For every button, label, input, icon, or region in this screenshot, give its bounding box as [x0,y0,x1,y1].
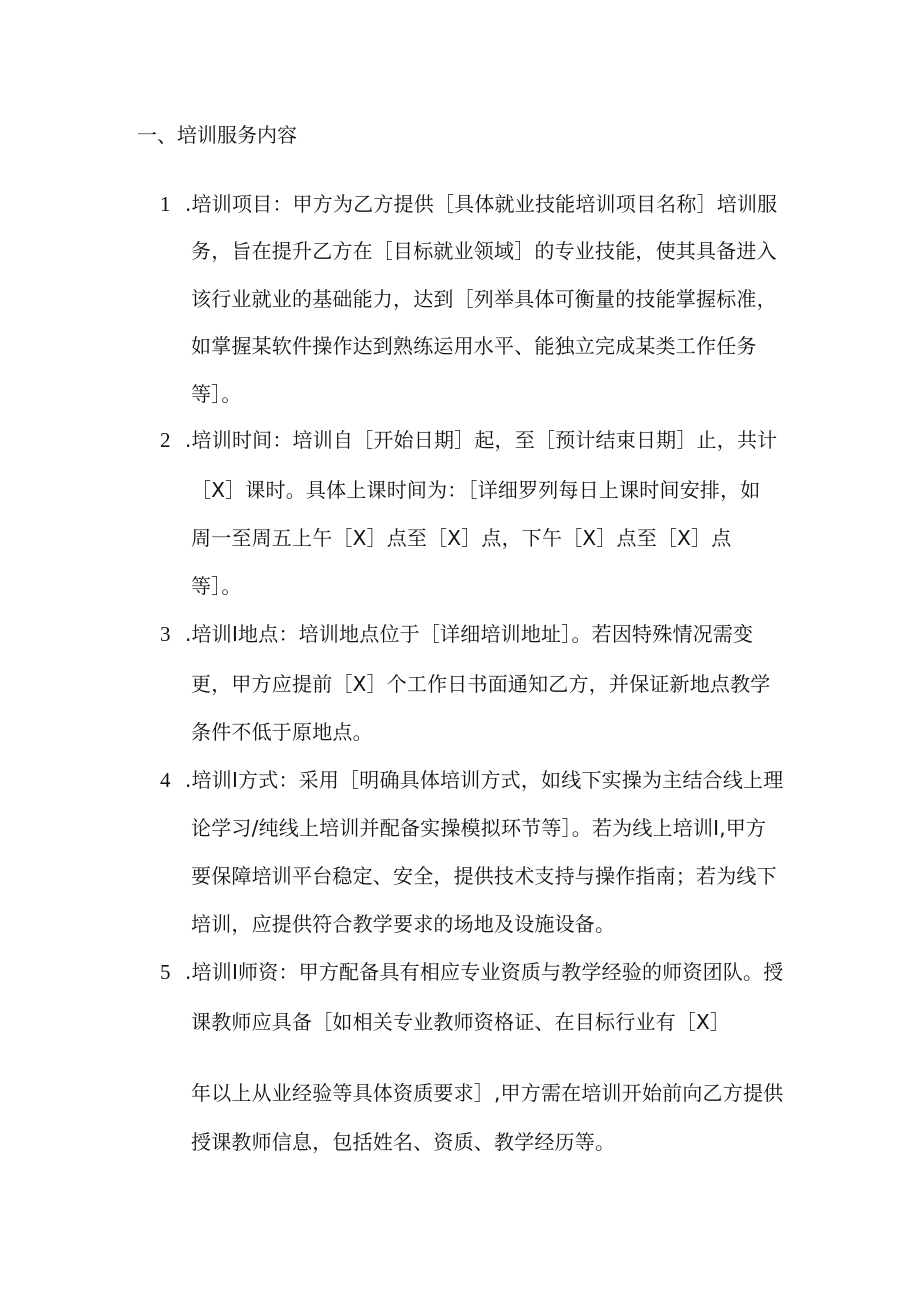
item-text-line: .培训I地点：培训地点位于［详细培训地址］。若因特殊情况需变 [185,622,754,646]
item-text-line: .培训I师资：甲方配备具有相应专业资质与教学经验的师资团队。授 [185,960,784,984]
item-text-line: .培训项目：甲方为乙方提供［具体就业技能培训项目名称］培训服 [185,192,778,216]
item-text-line: 授课教师信息，包括姓名、资质、教学经历等。 [191,1130,616,1154]
item-text-line: .培训时间：培训自［开始日期］起，至［预计结束日期］止，共计 [185,428,778,452]
item-text-line: 培训，应提供符合教学要求的场地及设施设备。 [191,912,616,936]
item-text-line: 如掌握某软件操作达到熟练运用水平、能独立完成某类工作任务 [191,334,757,358]
item-text-line: 该行业就业的基础能力，达到［列举具体可衡量的技能掌握标准， [191,287,777,311]
item-text-line: 课教师应具备［如相关专业教师资格证、在目标行业有［X］ [191,1010,731,1034]
item-text-line: 更，甲方应提前［X］个工作日书面通知乙方，并保证新地点教学 [191,672,771,696]
item-text-line: ［X］课时。具体上课时间为：［详细罗列每日上课时间安排，如 [191,478,761,502]
item-number: 3 [160,622,171,646]
item-number: 2 [160,428,171,452]
item-text-line: 年以上从业经验等具体资质要求］,甲方需在培训开始前向乙方提供 [191,1081,784,1105]
item-text-line: 要保障培训平台稳定、安全，提供技术支持与操作指南；若为线下 [191,864,777,888]
item-text-line: 务，旨在提升乙方在［目标就业领域］的专业技能，使其具备进入 [191,239,777,263]
item-number: 5 [160,960,171,984]
item-text-line: 条件不低于原地点。 [191,720,373,744]
item-text-line: .培训I方式：采用［明确具体培训方式，如线下实操为主结合线上理 [185,768,784,792]
item-text-line: 等］。 [191,574,242,598]
item-number: 1 [160,192,171,216]
item-text-line: 论学习/纯线上培训并配备实操模拟环节等］。若为线上培训I,甲方 [191,816,767,840]
item-text-line: 等］。 [191,382,242,406]
item-text-line: 周一至周五上午［X］点至［X］点，下午［X］点至［X］点 [191,526,732,550]
section-heading: 一、培训服务内容 [137,123,297,147]
item-number: 4 [160,768,171,792]
